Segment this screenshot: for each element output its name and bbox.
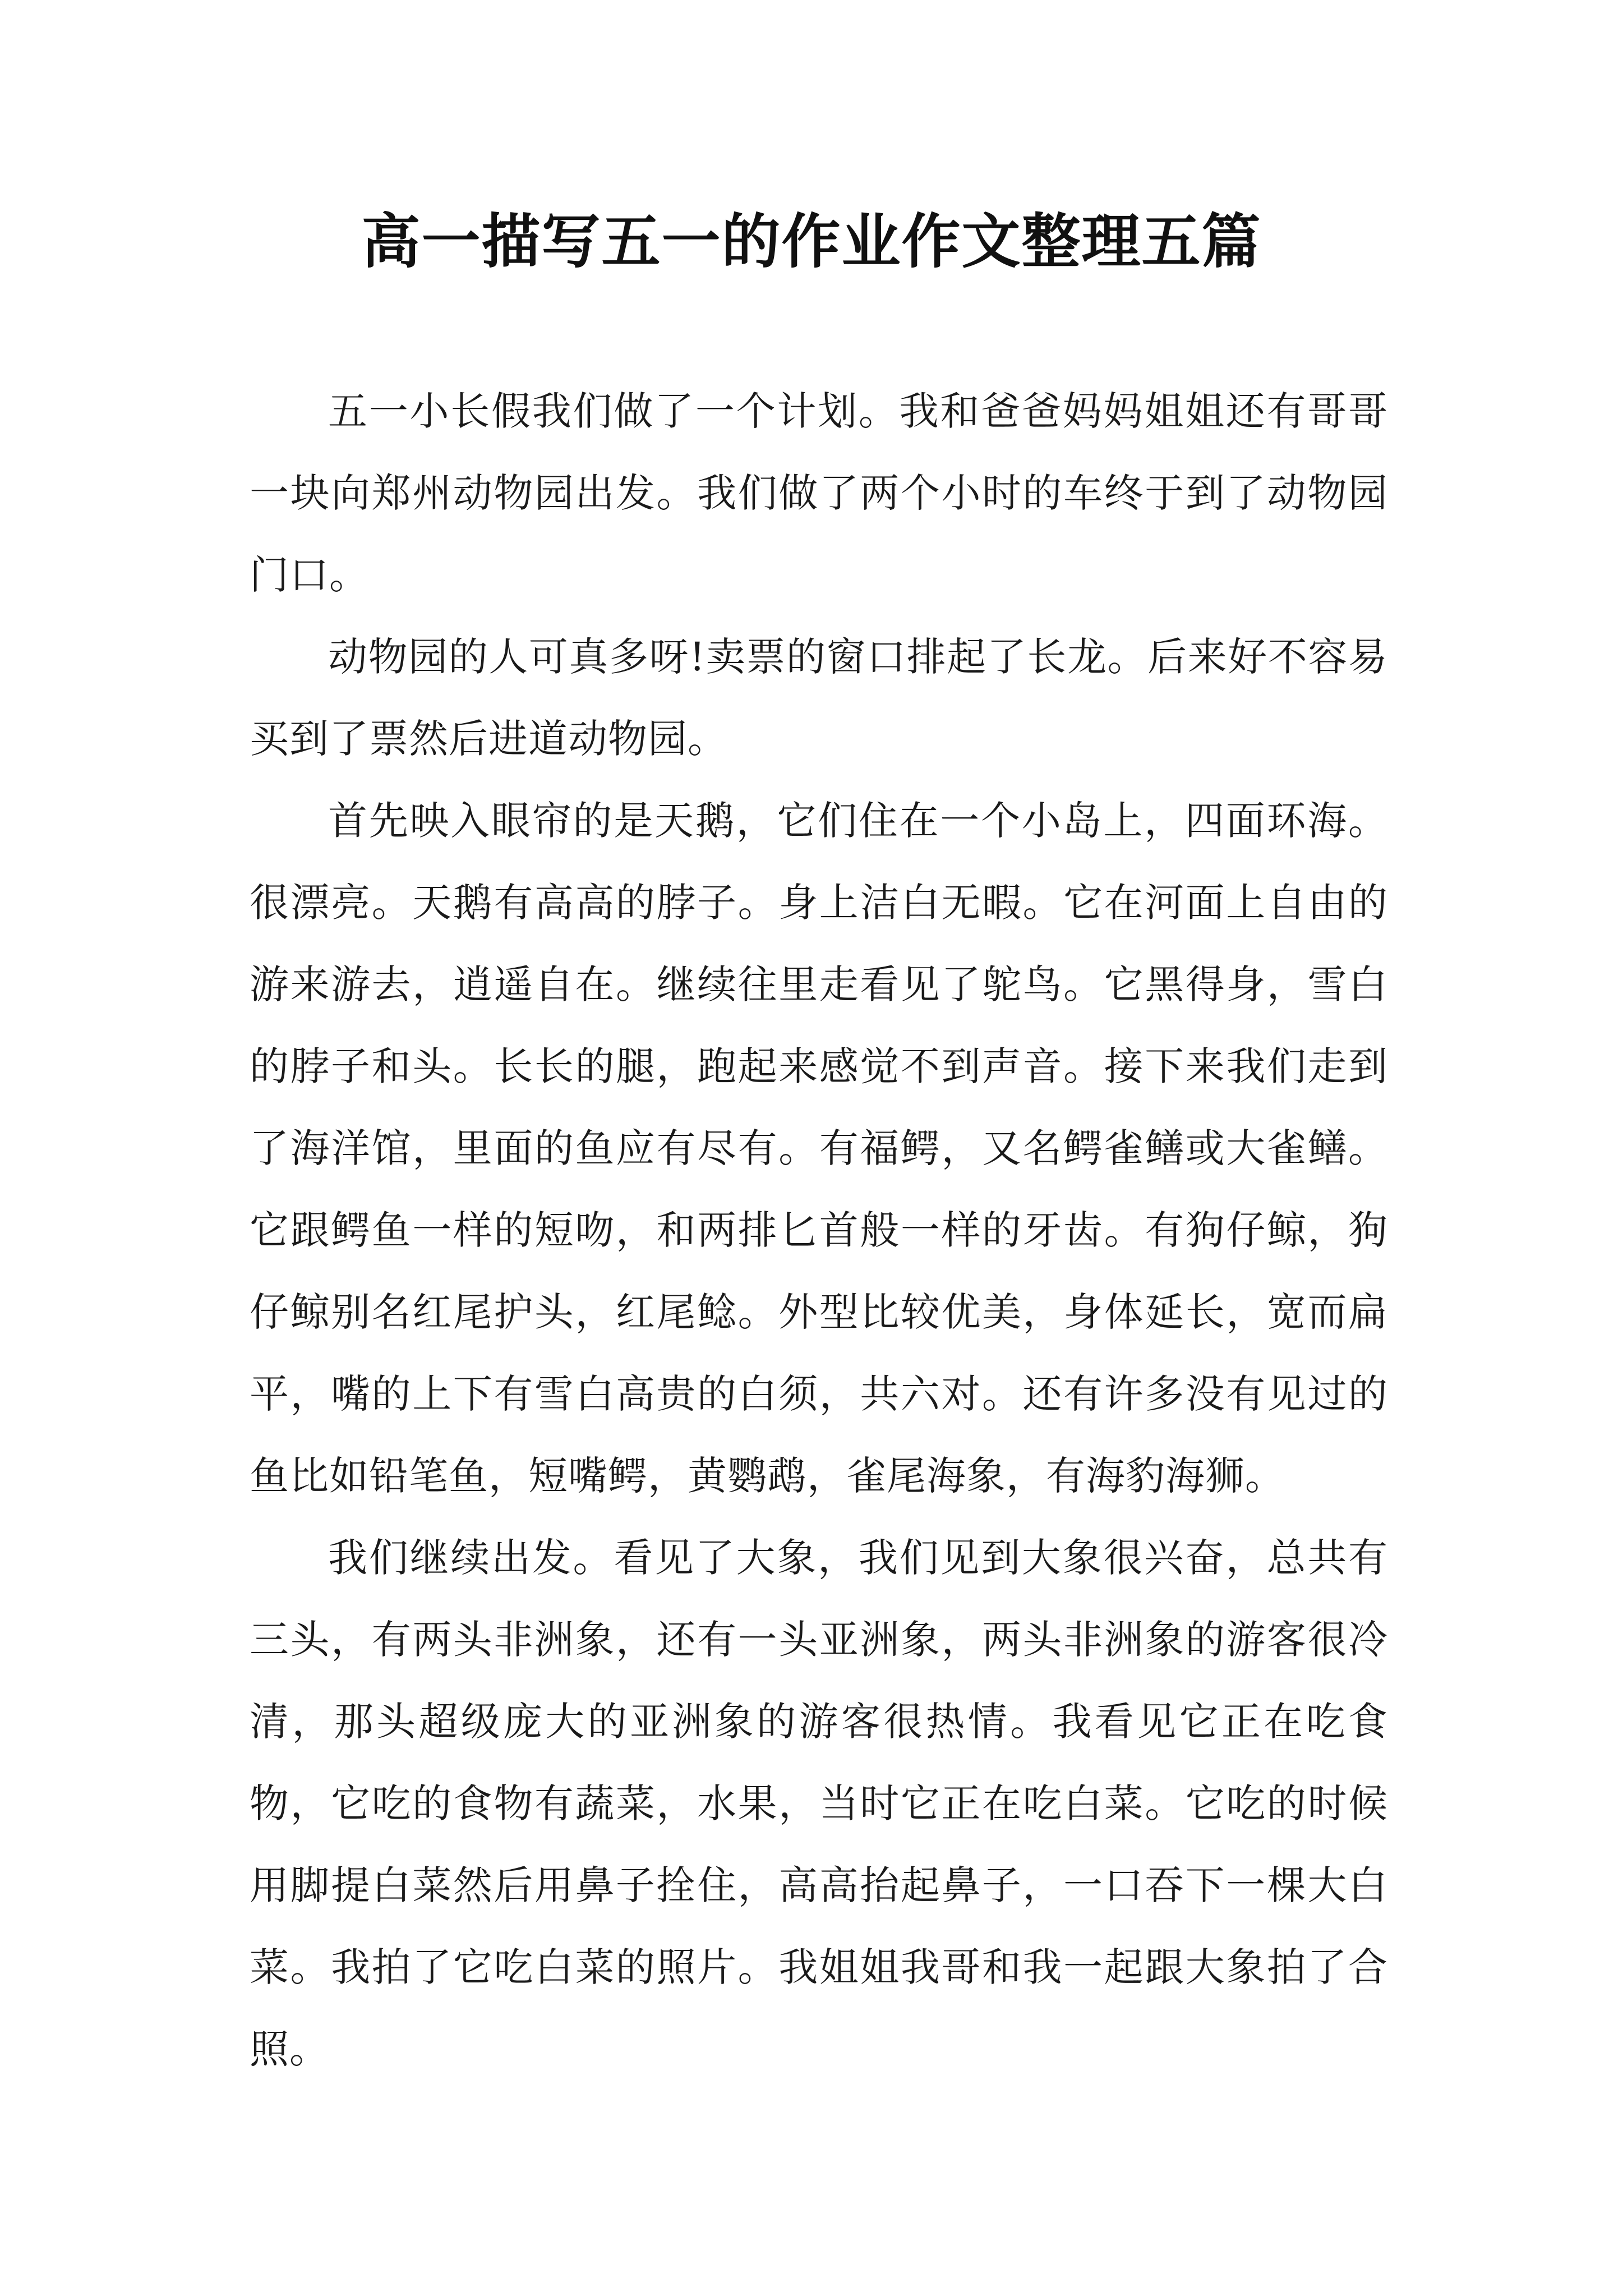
paragraph: 五一小长假我们做了一个计划。我和爸爸妈妈姐姐还有哥哥一块向郑州动物园出发。我们做了两个小时的车终于到了动物园门口。 <box>250 388 1388 598</box>
paragraph: 我们继续出发。看见了大象，我们见到大象很兴奋，总共有三头，有两头非洲象，还有一头亚洲象，两头非洲象的游客很冷清，那头超级庞大的亚洲象的游客很热情。我看见它正在吃食物，它吃的食物有蔬菜，水果，当时它正在吃白菜。它吃的时候用脚提白菜然后用鼻子拴住，高高抬起鼻子，一口吞下一棵大白菜。我拍了它吃白菜的照片。我姐姐我哥和我一起跟大象拍了合照。 <box>250 1535 1388 2072</box>
paragraph: 首先映入眼帘的是天鹅，它们住在一个小岛上，四面环海。很漂亮。天鹅有高高的脖子。身上洁白无暇。它在河面上自由的游来游去，逍遥自在。继续往里走看见了鸵鸟。它黑得身，雪白的脖子和头。长长的腿，跑起来感觉不到声音。接下来我们走到了海洋馆，里面的鱼应有尽有。有福鳄，又名鳄雀鳝或大雀鳝。它跟鳄鱼一样的短吻，和两排匕首般一样的牙齿。有狗仔鲸，狗仔鲸别名红尾护头，红尾鲶。外型比较优美，身体延长，宽而扁平，嘴的上下有雪白高贵的白须，共六对。还有许多没有见过的鱼比如铅笔鱼，短嘴鳄，黄鹦鹉，雀尾海象，有海豹海狮。 <box>250 798 1388 1499</box>
paragraph: 动物园的人可真多呀!卖票的窗口排起了长龙。后来好不容易买到了票然后进道动物园。 <box>250 634 1388 762</box>
document-title: 高一描写五一的作业作文整理五篇 <box>361 206 1262 276</box>
document-body <box>250 370 1388 2090</box>
